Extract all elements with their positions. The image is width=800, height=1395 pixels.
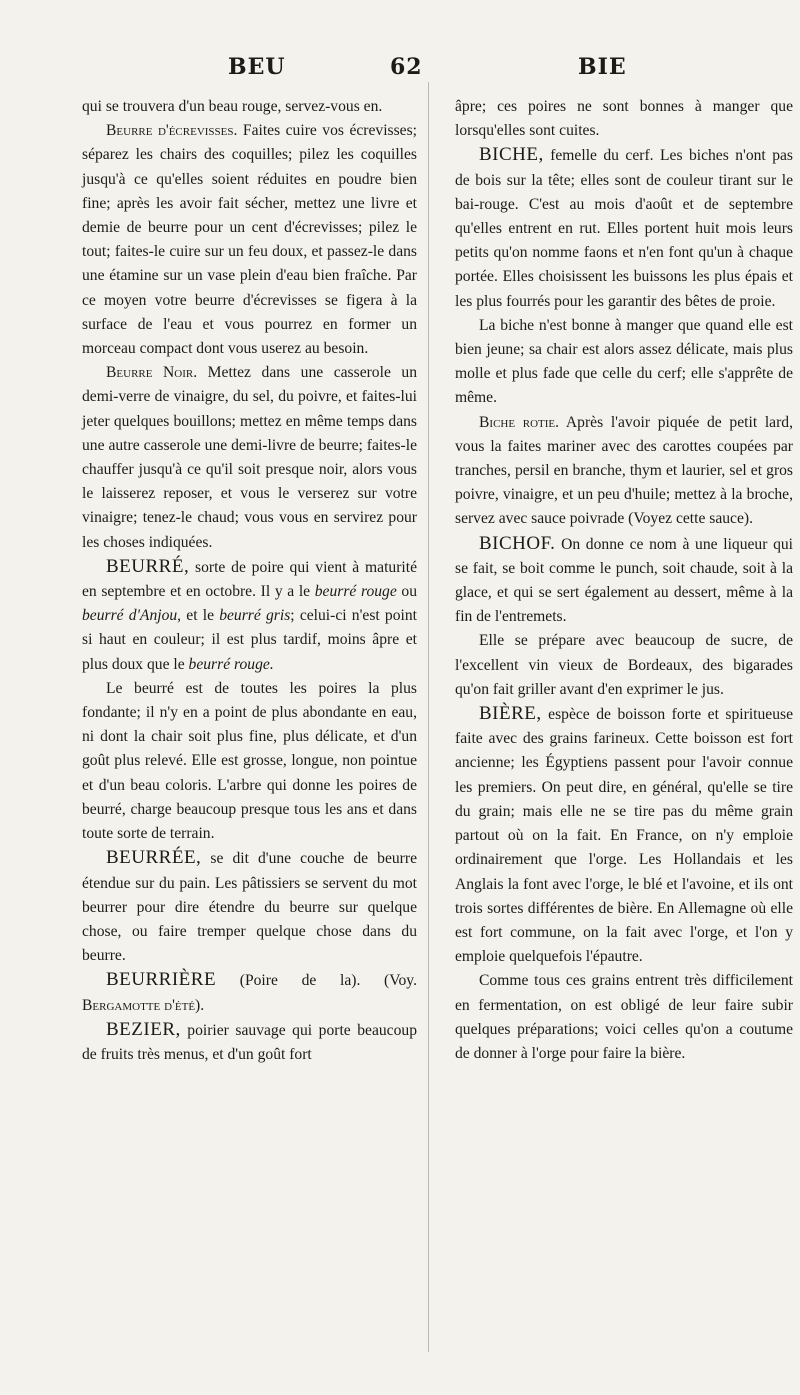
entry-text: Mettez dans une casserole un demi-verre de vinaigre, du sel, du poivre, et faites-lui jeter quelques bouillons; mettez en même temps dans une autre casserole une demi-livre de beurre; faites-le chauffer jusqu'à ce qu'il soit presque noir, alors vous le laisserez reposer, et vous le verserez sur votre vinaigre; tenez-le chaud; vous vous en servirez pour les choses indiquées.: [82, 364, 418, 551]
entry-text: (Poire de la). (Voy.: [216, 972, 417, 990]
entry-biche: [455, 143, 793, 313]
entry-text: On donne ce nom à une liqueur qui se fait, se boit comme le punch, soit chaude, soit à la glace, et qui se sert également au dessert, même à la fin de l'entremets.: [455, 535, 793, 626]
entry-text: sorte de poire qui vient à maturité en septembre et en octobre. Il y a le: [82, 558, 417, 601]
entry-bichof: [455, 532, 793, 630]
paragraph: La biche n'est bonne à manger que quand elle est bien jeune; sa chair est alors assez délicate, mais plus molle et plus fade que celle du cerf; elle s'apprête de même.: [455, 316, 793, 407]
paragraph: âpre; ces poires ne sont bonnes à manger que lorsqu'elles sont cuites.: [455, 98, 793, 140]
entry-term: BICHOF.: [479, 532, 556, 554]
entry-term: BEZIER,: [106, 1018, 181, 1040]
page-number: 62: [390, 54, 423, 80]
left-column: [82, 95, 417, 1067]
paragraph: Le beurré est de toutes les poires la plus fondante; il n'y en a point de plus abondante en eau, ni dont la chair soit plus fine, plus délicate, et d'un goût plus relevé. Elle est grosse, longue, non pointue et d'un beau coloris. L'arbre qui donne les poires de beurré, charge beaucoup presque tous les ans et dans toute sorte de terrain.: [82, 679, 417, 843]
entry-term: BEURRÉ,: [106, 555, 190, 577]
italic-term: beurré rouge: [314, 583, 397, 601]
paragraph: Elle se prépare avec beaucoup de sucre, de l'excellent vin vieux de Bordeaux, des bigarades qu'on fait griller avant d'en exprimer le jus.: [455, 632, 793, 698]
entry-term: BEURRIÈRE: [106, 969, 217, 991]
running-header: [0, 54, 800, 84]
entry-text: ).: [195, 996, 205, 1014]
entry-text: ou: [396, 583, 418, 601]
entry-biche-rotie: [455, 411, 793, 532]
entry-bezier: [82, 1018, 417, 1067]
entry-text: se dit d'une couche de beurre étendue sur du pain. Les pâtissiers se servent du mot beurrer pour dire étendre du beurre sur quelque chose, ou faire tremper quelque chose dans du beurre.: [82, 850, 417, 965]
entry-text: Faites cuire vos écrevisses; séparez les chairs des coquilles; pilez les coquilles jusqu'à ce qu'elles soient réduites en poudre bien fine; après les avoir fait sécher, mettez une livre et demie de beurre pour un cent d'écrevisses; pilez le tout; faites-le cuire sur un feu doux, et passez-le dans une étamine sur un vase plein d'eau bien fraîche. Par ce moyen votre beurre d'écrevisses se figera à la surface de l'eau et vous pourrez en former un morceau compact dont vous userez au besoin.: [82, 122, 417, 358]
italic-term: beurré d'Anjou: [82, 607, 178, 625]
entry-biere: [455, 702, 793, 969]
header-left-word: BEU: [228, 54, 286, 80]
entry-term: Biche rotie.: [479, 413, 560, 431]
entry-text: , et le: [177, 607, 220, 625]
entry-beurre-ecrevisses: [82, 119, 417, 361]
paragraph: Comme tous ces grains entrent très difficilement en fermentation, on est obligé de leur faire subir quelques préparations; voici celles qu'on a coutume de donner à l'orge pour faire la bière.: [455, 972, 793, 1062]
italic-term: beurré gris: [219, 607, 291, 625]
entry-term: Beurre d'écrevisses.: [106, 122, 238, 140]
entry-text: femelle du cerf. Les biches n'ont pas de bois sur la tête; elles sont de couleur tirant sur le bai-rouge. C'est au mois d'août et de septembre qu'elles entrent en rut. Elles portent huit mois leurs petits qu'on nomme faons et n'en font qu'un à chaque portée. Elles choisissent les buissons les plus épais et les plus fourrés pour les garantir des bêtes de proie.: [455, 147, 793, 310]
entry-beurriere: [82, 968, 417, 1017]
italic-term: beurré rouge.: [188, 655, 274, 673]
entry-term: Beurre Noir.: [106, 364, 198, 382]
entry-beurre-noir: [82, 361, 417, 555]
entry-beurre-poire: [82, 555, 417, 677]
header-right-word: BIE: [578, 54, 627, 80]
cross-reference: Bergamotte d'été: [82, 996, 196, 1014]
entry-text: poirier sauvage qui porte beaucoup de fruits très menus, et d'un goût fort: [82, 1021, 417, 1063]
right-column: [455, 95, 793, 1066]
column-divider: [428, 82, 429, 1352]
entry-text: Après l'avoir piquée de petit lard, vous la faites mariner avec des carottes coupées par tranches, persil en branche, thym et laurier, sel et gros poivre, vinaigre, et un peu d'huile; mettez à la broche, servez avec sauce poivrade (Voyez cette sauce).: [455, 413, 793, 528]
entry-beurree: [82, 846, 417, 968]
entry-term: BEURRÉE,: [106, 847, 202, 869]
entry-text: espèce de boisson forte et spiritueuse faite avec des grains farineux. Cette boisson est fort ancienne; les Égyptiens passent pour l'avoir connue les premiers. On peut dire, en général, qu'elle se tire du grain; mais elle ne se tire pas du même grain partout où on la fait. En France, on n'y emploie ordinairement que l'orge. Les Hollandais et les Anglais la font avec l'orge, le blé et l'avoine, et ils ont trois sortes différentes de bière. En Allemagne où elle est fort commune, on la fait avec l'orge, et l'on y emploie quelquefois l'épautre.: [455, 706, 793, 966]
entry-text: ; celui-ci n'est point si haut en couleur; il est plus tardif, moins âpre et plus doux que le: [82, 607, 417, 673]
entry-term: BIÈRE,: [479, 703, 542, 725]
entry-term: BICHE,: [479, 144, 544, 166]
paragraph: qui se trouvera d'un beau rouge, servez-vous en.: [82, 98, 383, 115]
